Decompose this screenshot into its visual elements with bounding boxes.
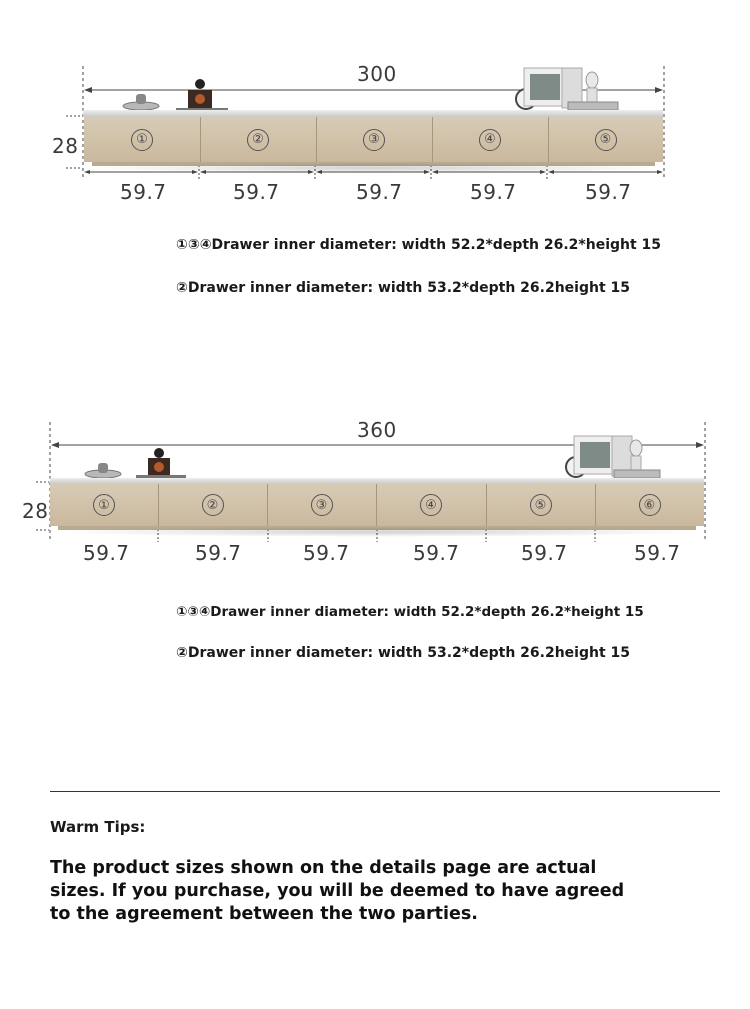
- drawer-number: ④: [420, 494, 442, 516]
- drawer-number: ③: [311, 494, 333, 516]
- drawer-3: [267, 484, 377, 526]
- cabinet-top: [83, 110, 663, 117]
- drawer-5: [486, 484, 596, 526]
- total-width-label: 300: [357, 62, 397, 86]
- decor-right: [510, 66, 620, 114]
- section-divider: [50, 791, 720, 792]
- camera-icon: [136, 448, 186, 479]
- drawer-number: ⑤: [530, 494, 552, 516]
- decorative-tray-icon: [85, 463, 121, 478]
- cabinet-body: [84, 117, 663, 162]
- cabinet-shadow: [46, 527, 710, 537]
- drawer-number: ③: [363, 129, 385, 151]
- drawer-number: ④: [479, 129, 501, 151]
- total-width-label: 360: [357, 418, 397, 442]
- drawer-spec-2: ②Drawer inner diameter: width 53.2*depth 26.2height 15: [176, 645, 631, 661]
- drawer-width-label: 59.7: [120, 180, 167, 204]
- cabinet-body: [50, 484, 704, 526]
- drawer-5: [548, 117, 663, 162]
- drawer-1: [50, 484, 159, 526]
- drawer-4: [376, 484, 487, 526]
- drawer-width-label: 59.7: [585, 180, 632, 204]
- drawer-width-label: 59.7: [195, 541, 242, 565]
- drawer-number: ②: [247, 129, 269, 151]
- books-icon: [614, 470, 660, 478]
- height-label: 28: [52, 134, 79, 158]
- drawer-width-label: 59.7: [470, 180, 517, 204]
- drawer-number: ⑤: [595, 129, 617, 151]
- drawer-width-label: 59.7: [356, 180, 403, 204]
- drawer-width-label: 59.7: [83, 541, 130, 565]
- drawer-number: ⑥: [639, 494, 661, 516]
- drawer-width-label: 59.7: [413, 541, 460, 565]
- warm-tips-body: The product sizes shown on the details page are actual sizes. If you purchase, you will be deemed to have agreed to the agreement between the two parties.: [50, 858, 625, 924]
- drawer-spec-2: ②Drawer inner diameter: width 53.2*depth 26.2height 15: [176, 280, 631, 296]
- decor-left: [80, 446, 200, 482]
- height-label: 28: [22, 499, 49, 523]
- warm-tips-title: Warm Tips:: [50, 818, 146, 836]
- drawer-number: ①: [93, 494, 115, 516]
- decor-right: [560, 434, 670, 482]
- drawer-width-label: 59.7: [303, 541, 350, 565]
- drawer-width-label: 59.7: [233, 180, 280, 204]
- drawer-number: ①: [131, 129, 153, 151]
- drawer-2: [200, 117, 317, 162]
- drawer-3: [316, 117, 433, 162]
- drawer-4: [432, 117, 549, 162]
- drawer-spec-134: ①③④Drawer inner diameter: width 52.2*depth 26.2*height 15: [176, 237, 662, 253]
- books-icon: [568, 102, 618, 110]
- drawer-2: [158, 484, 268, 526]
- camera-icon: [176, 79, 228, 112]
- cabinet-shadow: [80, 163, 670, 173]
- drawer-width-label: 59.7: [521, 541, 568, 565]
- drawer-6: [595, 484, 704, 526]
- decor-left: [118, 76, 238, 114]
- decorative-tray-icon: [123, 94, 159, 110]
- drawer-width-label: 59.7: [634, 541, 681, 565]
- drawer-1: [84, 117, 201, 162]
- drawer-spec-134: ①③④Drawer inner diameter: width 52.2*depth 26.2*height 15: [176, 604, 644, 620]
- drawer-number: ②: [202, 494, 224, 516]
- sculpture-icon: [586, 72, 598, 102]
